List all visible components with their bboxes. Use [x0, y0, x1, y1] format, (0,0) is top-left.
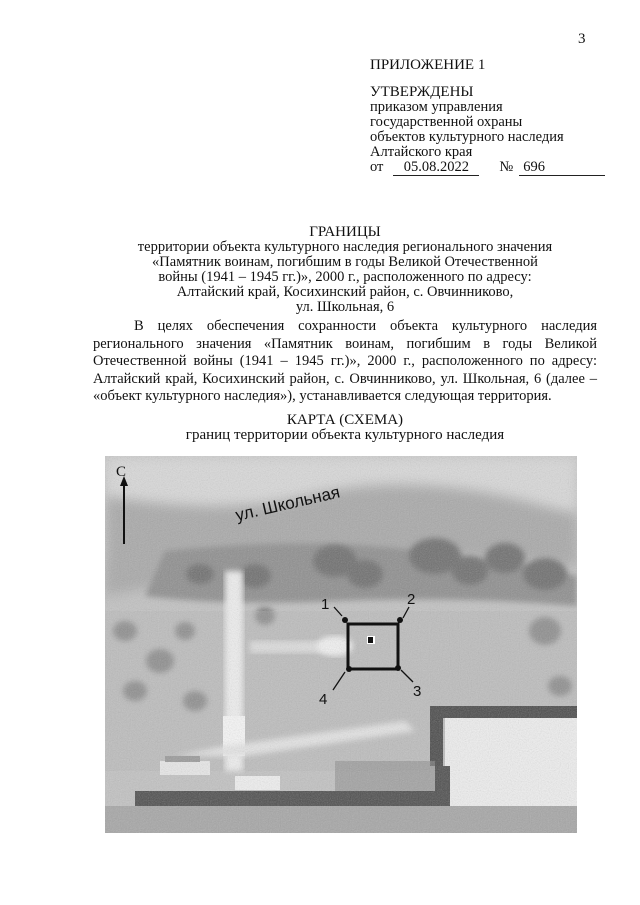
approval-line: Алтайского края: [370, 144, 473, 160]
page-number: 3: [578, 31, 586, 47]
map-scheme: [105, 456, 577, 833]
order-line: [370, 160, 610, 176]
heading-title: ГРАНИЦЫ: [309, 224, 381, 240]
approval-line: государственной охраны: [370, 114, 523, 130]
map-title: КАРТА (СХЕМА): [286, 412, 404, 428]
boundary-point-1: 1: [321, 596, 330, 613]
order-date: 05.08.2022: [393, 160, 479, 176]
appendix-block: [370, 58, 610, 176]
north-label: С: [116, 464, 127, 480]
heading-line: Алтайский край, Косихинский район, с. Овчинниково,: [176, 284, 514, 300]
map-heading: [60, 413, 630, 443]
heading-block: [60, 225, 630, 315]
approval-line: объектов культурного наследия: [370, 129, 564, 145]
boundary-point-4: 4: [319, 691, 328, 708]
satellite-map: [105, 456, 577, 833]
heading-line: ул. Школьная, 6: [295, 299, 395, 315]
approved-label: УТВЕРЖДЕНЫ: [370, 84, 474, 100]
date-prefix: от: [370, 159, 384, 175]
boundary-point-2: 2: [407, 591, 416, 608]
approval-line: приказом управления: [370, 99, 503, 115]
map-subtitle: границ территории объекта культурного наследия: [185, 427, 505, 443]
heading-line: территории объекта культурного наследия регионального значения: [137, 239, 553, 255]
heading-line: войны (1941 – 1945 гг.)», 2000 г., расположенного по адресу:: [158, 269, 532, 285]
street-label: ул. Школьная: [233, 482, 342, 525]
order-number: 696: [519, 160, 605, 176]
heading-line: «Памятник воинам, погибшим в годы Великой Отечественной: [152, 254, 538, 270]
number-sign: №: [499, 159, 514, 175]
appendix-title: ПРИЛОЖЕНИЕ 1: [370, 57, 486, 73]
boundary-point-3: 3: [413, 683, 422, 700]
body-paragraph: В целях обеспечения сохранности объекта культурного наследия регионального значения «Памятник воинам, погибшим в годы Великой Отечественной войны (1941 – 1945 гг.)», 2000 г., расположенного по адресу: Алтайский край, Косихинский район, с. Овчинниково, ул. Школьная, 6 (далее – «объект культурного наследия»), устанавливается следующая территория.: [93, 318, 597, 404]
